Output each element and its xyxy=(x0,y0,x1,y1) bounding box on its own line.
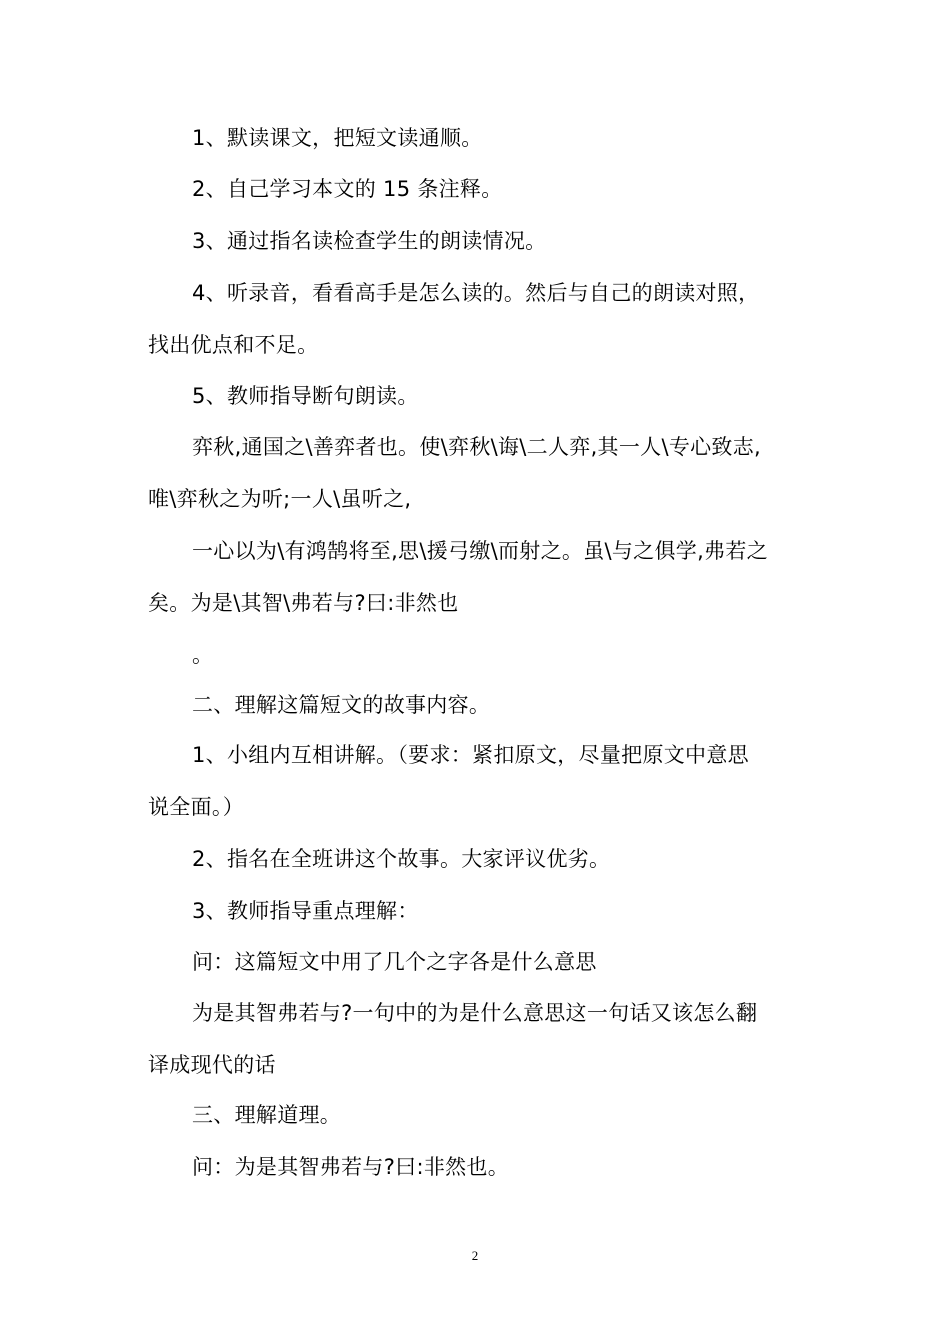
text-line: 1、默读课文，把短文读通顺。 xyxy=(192,126,483,150)
text-line: 2、自己学习本文的 15 条注释。 xyxy=(192,177,503,201)
text-line: 4、听录音，看看高手是怎么读的。然后与自己的朗读对照， xyxy=(192,281,760,305)
text-line: 弈秋,通国之\善弈者也。使\弈秋\诲\二人弈,其一人\专心致志, xyxy=(192,435,761,459)
text-line: 找出优点和不足。 xyxy=(148,333,319,357)
text-line: 矣。为是\其智\弗若与?曰:非然也 xyxy=(148,591,459,615)
page-number: 2 xyxy=(471,1248,479,1263)
text-line: 3、教师指导重点理解： xyxy=(192,899,419,923)
text-line: 5、教师指导断句朗读。 xyxy=(192,384,419,408)
text-line: 3、通过指名读检查学生的朗读情况。 xyxy=(192,229,547,253)
text-line: 2、指名在全班讲这个故事。大家评议优劣。 xyxy=(192,847,611,871)
text-line: 问：为是其智弗若与?曰:非然也。 xyxy=(192,1155,510,1179)
section-heading: 二、理解这篇短文的故事内容。 xyxy=(192,693,491,717)
text-line: 唯\弈秋之为听;一人\虽听之, xyxy=(148,487,412,511)
text-line: 。 xyxy=(192,643,214,667)
section-heading: 三、理解道理。 xyxy=(192,1103,342,1127)
text-line: 问：这篇短文中用了几个之字各是什么意思 xyxy=(192,950,597,974)
text-line: 说全面。） xyxy=(148,795,244,819)
text-line: 一心以为\有鸿鹄将至,思\援弓缴\而射之。虽\与之俱学,弗若之 xyxy=(192,539,768,563)
text-line: 1、小组内互相讲解。（要求：紧扣原文，尽量把原文中意思 xyxy=(192,743,749,767)
text-line: 为是其智弗若与?一句中的为是什么意思这一句话又该怎么翻 xyxy=(192,1001,758,1025)
text-line: 译成现代的话 xyxy=(148,1053,276,1077)
